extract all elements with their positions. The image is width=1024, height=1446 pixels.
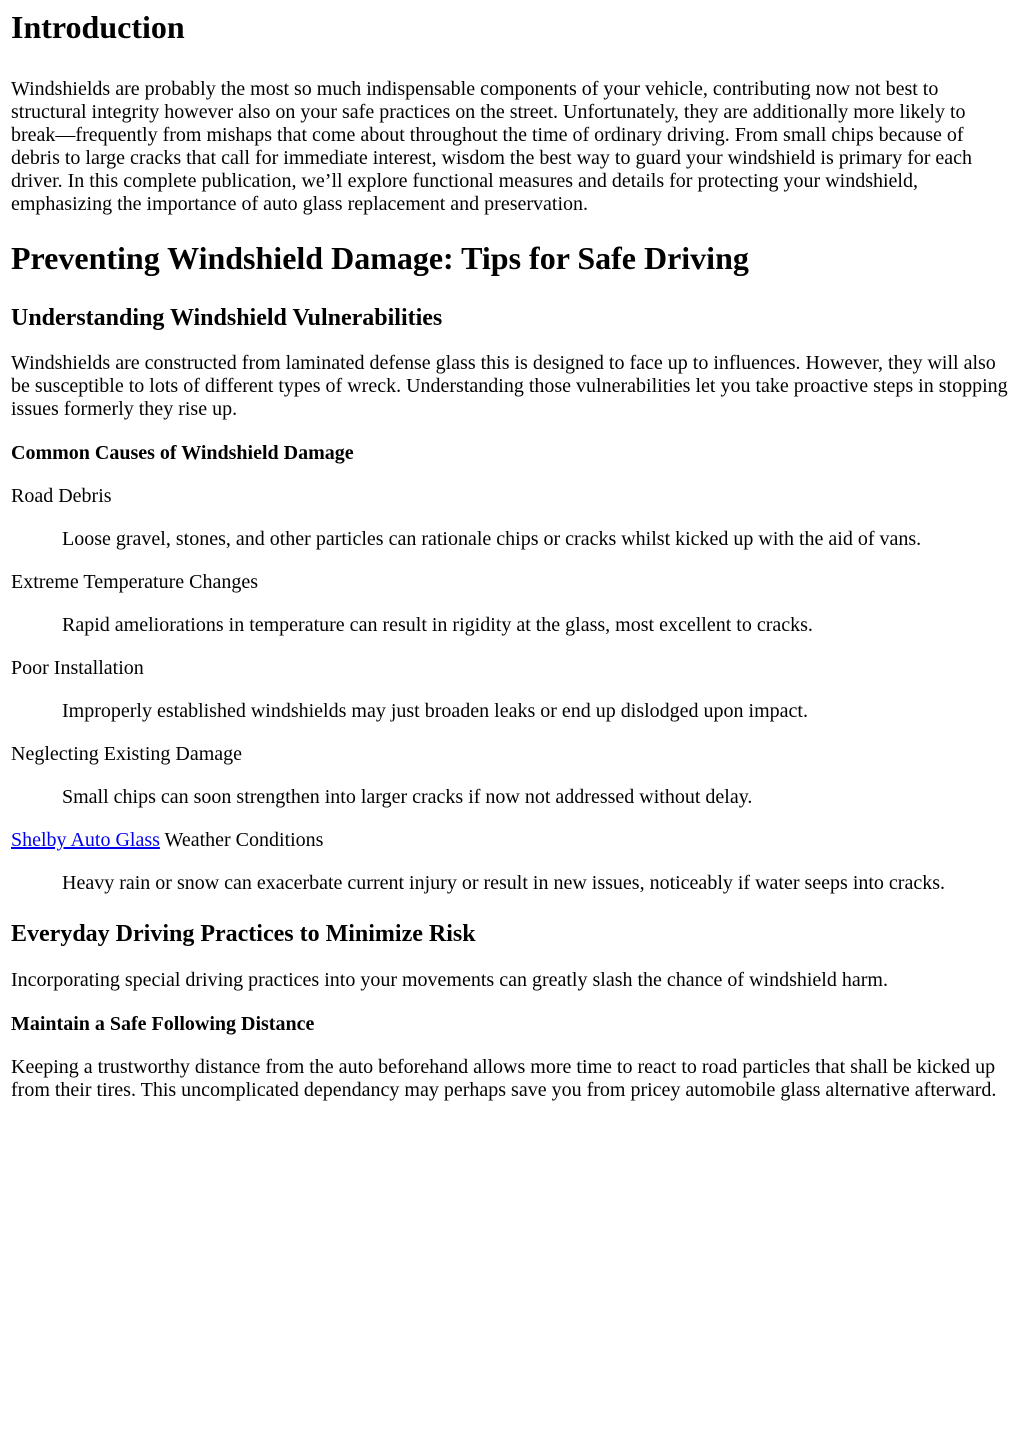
distance-heading: Maintain a Safe Following Distance <box>11 1012 315 1035</box>
cause-desc-weather: Heavy rain or snow can exacerbate current injury or result in new issues, noticeably if water seeps into cracks. <box>62 872 946 895</box>
cause-desc-temperature: Rapid ameliorations in temperature can result in rigidity at the glass, most excellent to cracks. <box>62 614 813 637</box>
cause-term-road-debris: Road Debris <box>11 485 112 508</box>
cause-desc-road-debris: Loose gravel, stones, and other particles can rationale chips or cracks whilst kicked up with the aid of vans. <box>62 528 922 551</box>
weather-term-label: Weather Conditions <box>159 829 324 852</box>
vulnerabilities-paragraph: Windshields are constructed from laminated defense glass this is designed to face up to influences. However, they will also be susceptible to lots of different types of wreck. Understanding those vulnerabilities let you take proactive steps in stopping issues formerly they rise up. <box>11 352 1008 421</box>
shelby-auto-glass-link[interactable]: Shelby Auto Glass <box>11 829 160 852</box>
causes-heading: Common Causes of Windshield Damage <box>11 442 354 465</box>
cause-desc-neglect: Small chips can soon strengthen into larger cracks if now not addressed without delay. <box>62 786 753 809</box>
causes-list <box>11 485 1013 895</box>
cause-desc-installation: Improperly established windshields may just broaden leaks or end up dislodged upon impact. <box>62 700 808 723</box>
everyday-heading: Everyday Driving Practices to Minimize Risk <box>11 921 476 948</box>
cause-term-weather <box>11 829 1013 852</box>
cause-term-neglect: Neglecting Existing Damage <box>11 743 243 766</box>
distance-paragraph: Keeping a trustworthy distance from the auto beforehand allows more time to react to road particles that shall be kicked up from their tires. This uncomplicated dependancy may perhaps save you from pricey automobile glass alternative afterward. <box>11 1055 997 1101</box>
vulnerabilities-heading: Understanding Windshield Vulnerabilities <box>11 304 443 331</box>
cause-term-installation: Poor Installation <box>11 657 144 680</box>
intro-paragraph: Windshields are probably the most so much indispensable components of your vehicle, contributing now not best to structural integrity however also on your safe practices on the street. Unfortunately, they are additionally more likely to break—frequently from mishaps that come about throughout the time of ordinary driving. From small chips because of debris to large cracks that call for immediate interest, wisdom the best way to guard your windshield is primary for each driver. In this complete publication, we’ll explore functional measures and details for protecting your windshield, emphasizing the importance of auto glass replacement and preservation. <box>11 77 973 215</box>
cause-term-temperature: Extreme Temperature Changes <box>11 571 259 594</box>
section-heading: Preventing Windshield Damage: Tips for Safe Driving <box>11 239 749 276</box>
intro-heading: Introduction <box>11 9 185 45</box>
everyday-paragraph: Incorporating special driving practices into your movements can greatly slash the chance of windshield harm. <box>11 968 888 991</box>
